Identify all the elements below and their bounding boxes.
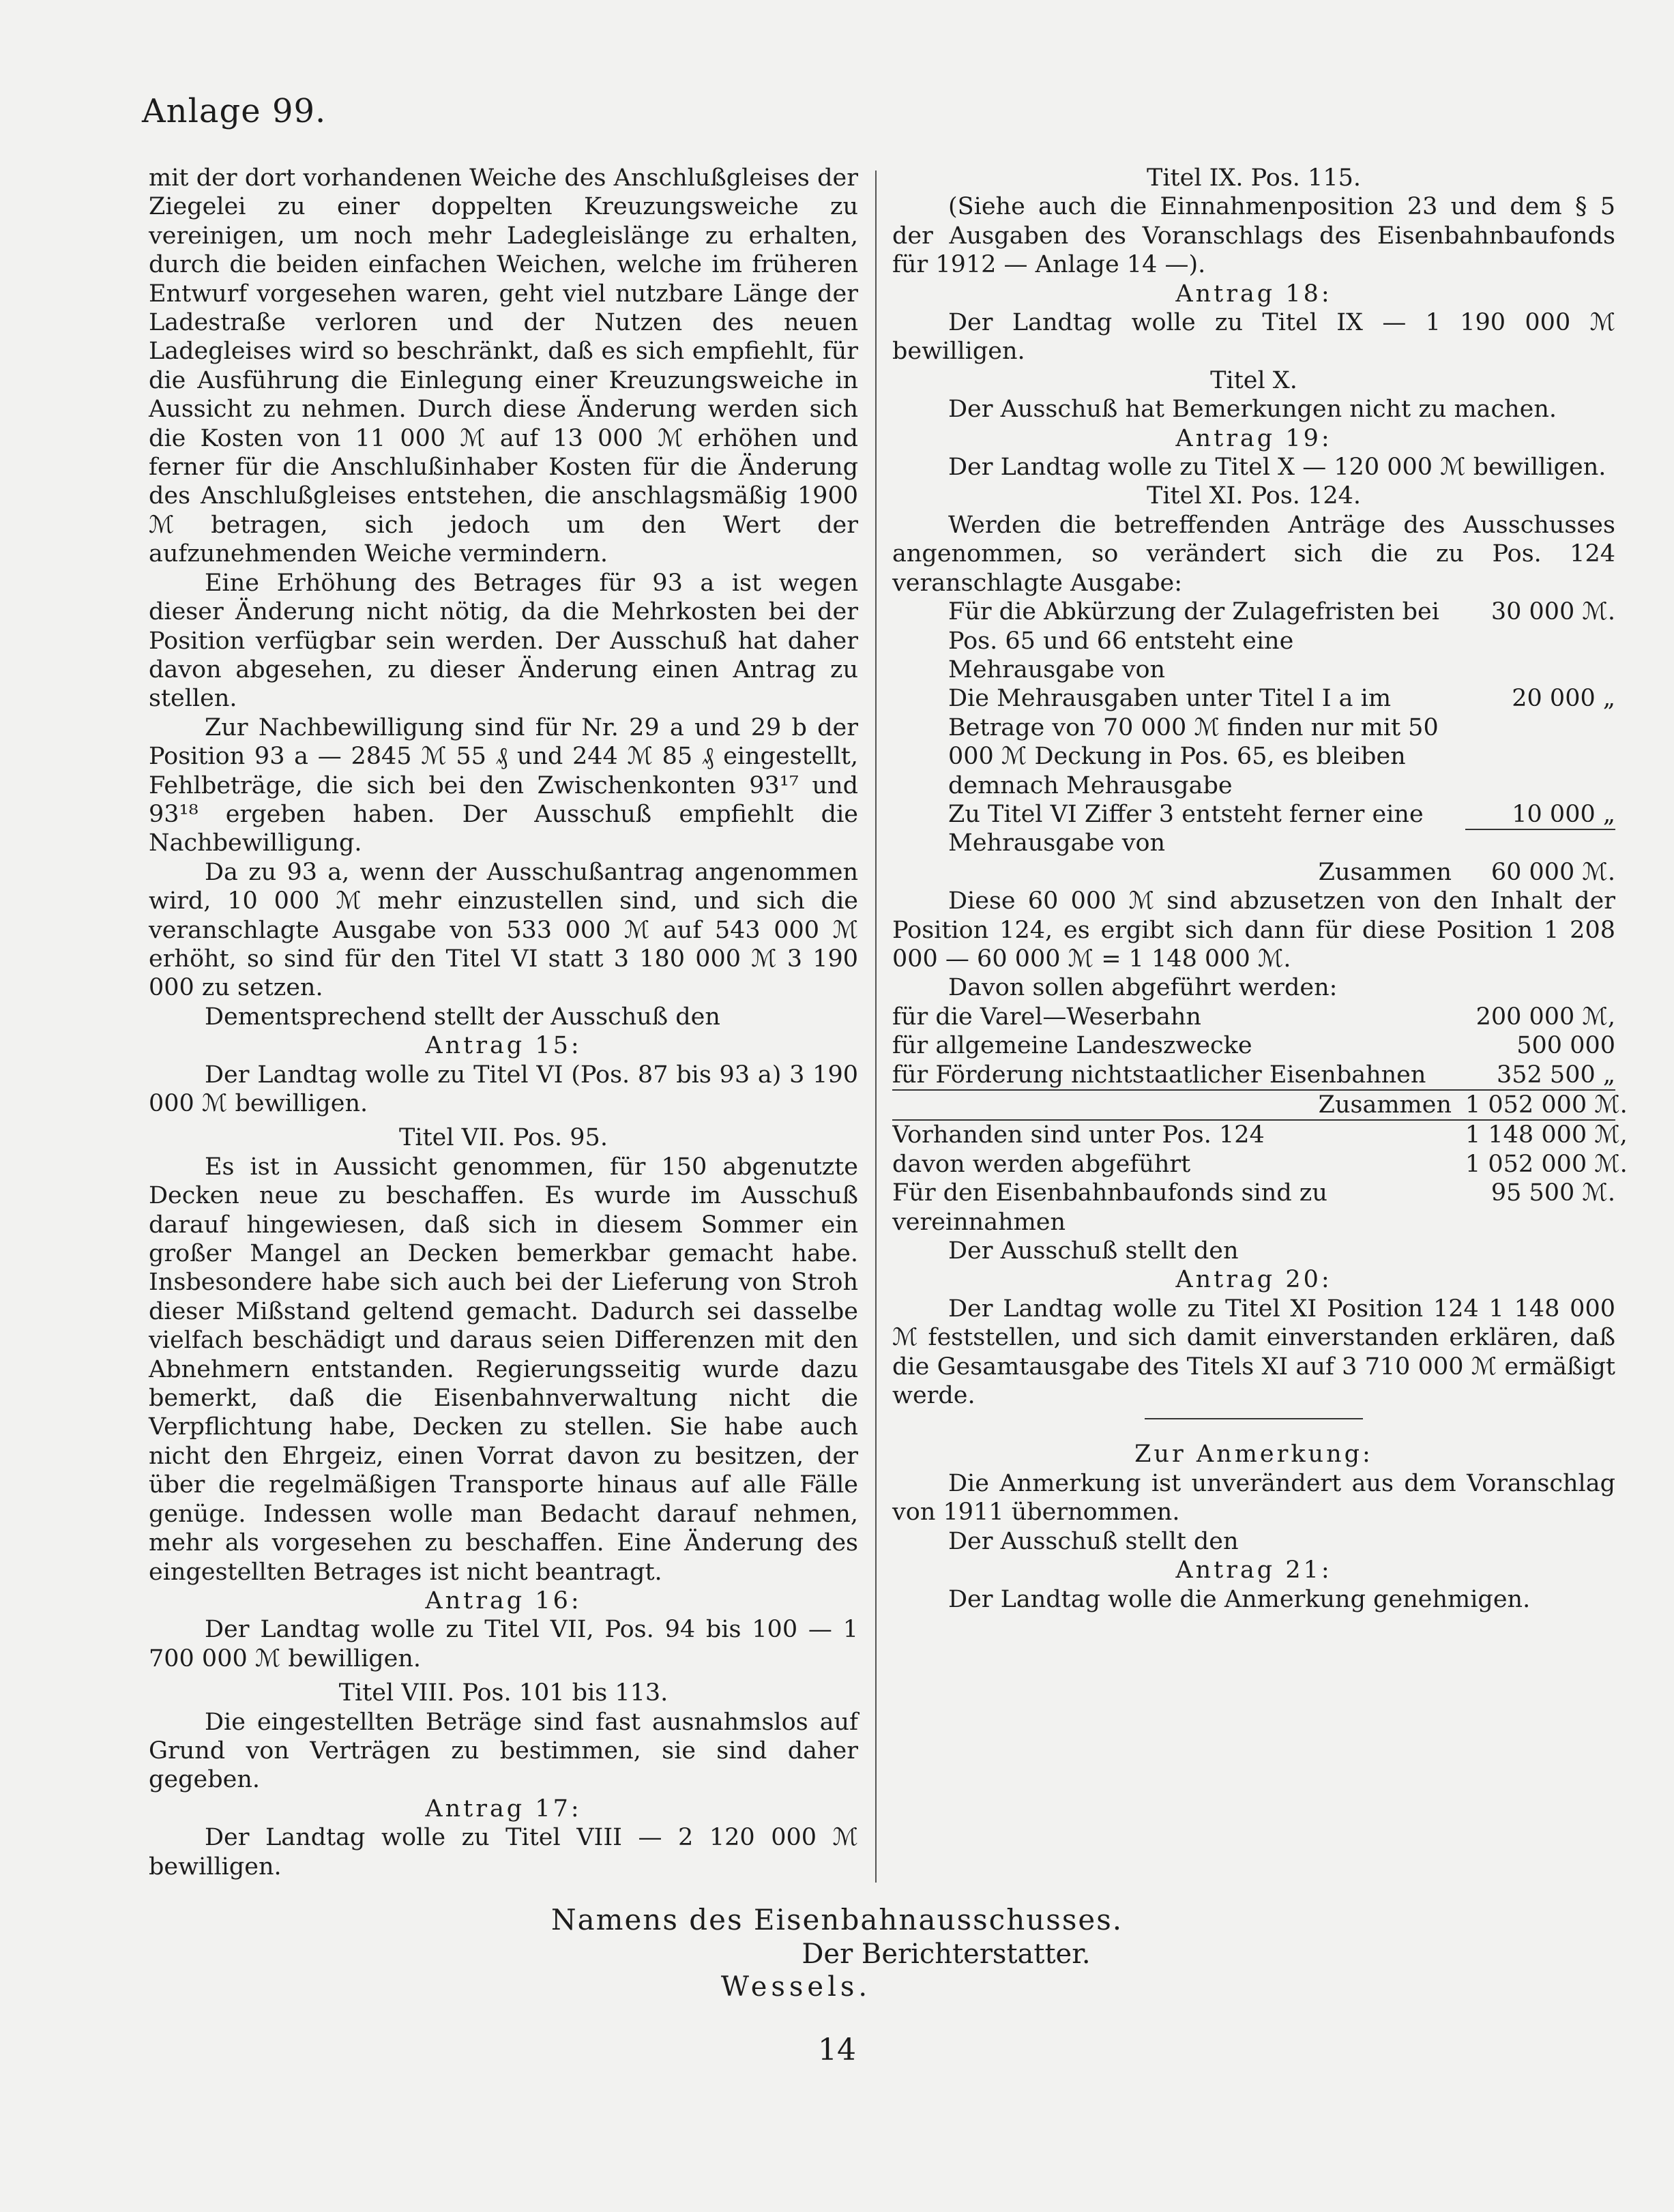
antrag-heading: Antrag 18: xyxy=(1175,280,1332,308)
paragraph: Zur Nachbewilligung sind für Nr. 29 a und 29 b der Position 93 a — 2845 ℳ 55 ₰ und 244 ℳ 85 ₰ eingestellt, Fehlbeträge, die sich bei den Zwischenkonten 93¹⁷ und 93¹⁸ ergeben haben. Der Ausschuß empfiehlt die Nachbewilligung. xyxy=(149,713,858,857)
paragraph: Die Anmerkung ist unverändert aus dem Voranschlag von 1911 übernommen. xyxy=(892,1469,1615,1527)
page-header: Anlage 99. xyxy=(142,92,327,130)
balance-list xyxy=(892,1119,1628,1179)
section-title: Zur Anmerkung: xyxy=(1134,1441,1373,1469)
amount-row xyxy=(892,800,1615,858)
antrag-text: Der Landtag wolle zu Titel VI (Pos. 87 bis 93 a) 3 190 000 ℳ bewilligen. xyxy=(149,1061,858,1117)
antrag-text: Der Landtag wolle die Anmerkung genehmigen. xyxy=(948,1585,1531,1613)
paragraph: Der Ausschuß stellt den xyxy=(948,1237,1239,1265)
left-column xyxy=(149,164,858,1881)
antrag-text: Der Landtag wolle zu Titel IX — 1 190 000 ℳ bewilligen. xyxy=(892,309,1615,366)
amount-value: 30 000 ℳ. xyxy=(1491,598,1615,626)
signature-committee: Namens des Eisenbahnausschusses. xyxy=(550,1903,1124,1936)
list-row xyxy=(892,1061,1615,1089)
amount-label: Zu Titel VI Ziffer 3 entsteht ferner eine Mehrausgabe von xyxy=(948,800,1424,857)
paragraph: Der Ausschuß stellt den xyxy=(948,1527,1239,1555)
paragraph: Davon sollen abgeführt werden: xyxy=(948,974,1338,1002)
amount-value: 95 500 ℳ. xyxy=(1491,1179,1615,1207)
antrag-text: Der Landtag wolle zu Titel VII, Pos. 94 bis 100 — 1 700 000 ℳ bewilligen. xyxy=(149,1616,858,1672)
amount-row xyxy=(892,684,1615,800)
list-row xyxy=(892,1150,1628,1179)
paragraph: Diese 60 000 ℳ sind abzusetzen von den Inhalt der Position 124, es ergibt sich dann für diese Position 1 208 000 — 60 000 ℳ = 1 148 000 ℳ. xyxy=(892,887,1615,973)
paragraph: Werden die betreffenden Anträge des Ausschusses angenommen, so verändert sich die zu Pos. 124 veranschlagte Ausgabe: xyxy=(892,511,1615,597)
page-number: 14 xyxy=(818,2033,856,2067)
list-row-label: für allgemeine Landeszwecke xyxy=(892,1032,1252,1060)
amount-label: Die Mehrausgaben unter Titel I a im Betrage von 70 000 ℳ finden nur mit 50 000 ℳ Deckung in Pos. 65, es bleiben demnach Mehrausgabe xyxy=(948,685,1439,799)
list-row-label: für Förderung nichtstaatlicher Eisenbahnen xyxy=(892,1061,1426,1089)
total-row xyxy=(892,1089,1628,1119)
amount-label: Für den Eisenbahnbaufonds sind zu vereinnahmen xyxy=(892,1179,1327,1236)
list-row-amount: 500 000 xyxy=(1516,1032,1615,1060)
paragraph: (Siehe auch die Einnahmenposition 23 und dem § 5 der Ausgaben des Voranschlags des Eisenbahnbaufonds für 1912 — Anlage 14 —). xyxy=(892,193,1615,279)
signature-name: Wessels. xyxy=(720,1971,872,2003)
antrag-heading: Antrag 15: xyxy=(425,1032,582,1060)
total-value: 60 000 ℳ. xyxy=(1491,858,1615,886)
antrag-text: Der Landtag wolle zu Titel VIII — 2 120 000 ℳ bewilligen. xyxy=(149,1824,858,1881)
signature-role: Der Berichterstatter. xyxy=(802,1938,1091,1970)
amount-value: 10 000 „ xyxy=(1465,800,1615,830)
antrag-heading: Antrag 20: xyxy=(1175,1266,1332,1294)
section-title: Titel X. xyxy=(1210,366,1297,394)
list-row-amount: 1 052 000 ℳ. xyxy=(1465,1150,1628,1178)
list-row-label: davon werden abgeführt xyxy=(892,1150,1191,1178)
paragraph: Dementsprechend stellt der Ausschuß den xyxy=(205,1003,720,1031)
total-row xyxy=(892,858,1615,887)
amount-row xyxy=(892,1179,1615,1237)
amount-row xyxy=(892,598,1615,684)
antrag-heading: Antrag 16: xyxy=(425,1587,582,1614)
list-row-amount: 1 148 000 ℳ, xyxy=(1465,1121,1628,1149)
list-row-amount: 352 500 „ xyxy=(1497,1061,1615,1089)
list-row xyxy=(892,1003,1615,1031)
paragraph: mit der dort vorhandenen Weiche des Anschlußgleises der Ziegelei zu einer doppelten Kreuzungsweiche zu vereinigen, um noch mehr Ladegleislänge zu erhalten, durch die beiden einfachen Weichen, welche im früheren Entwurf vorgesehen waren, geht viel nutzbare Länge der Ladestraße verloren und der Nutzen des neuen Ladegleises wird so beschränkt, daß es sich empfiehlt, für die Ausführung die Einlegung einer Kreuzungsweiche in Aussicht zu nehmen. Durch diese Änderung werden sich die Kosten von 11 000 ℳ auf 13 000 ℳ erhöhen und ferner für die Anschlußinhaber Kosten für die Änderung des Anschlußgleises entstehen, die anschlagsmäßig 1900 ℳ betragen, sich jedoch um den Wert der aufzunehmenden Weiche vermindern. xyxy=(149,164,858,568)
list-row-label: Vorhanden sind unter Pos. 124 xyxy=(892,1121,1265,1149)
amount-label: Für die Abkürzung der Zulagefristen bei Pos. 65 und 66 entsteht eine Mehrausgabe von xyxy=(948,598,1439,683)
allocation-list xyxy=(892,1003,1615,1089)
right-column xyxy=(892,164,1628,1614)
paragraph: Der Ausschuß hat Bemerkungen nicht zu machen. xyxy=(948,396,1557,424)
section-title: Titel IX. Pos. 115. xyxy=(1147,164,1361,192)
list-row xyxy=(892,1121,1628,1149)
column-divider xyxy=(875,171,877,1883)
list-row xyxy=(892,1031,1615,1060)
section-title: Titel XI. Pos. 124. xyxy=(1147,482,1361,510)
paragraph: Die eingestellten Beträge sind fast ausnahmslos auf Grund von Verträgen zu bestimmen, sie sind daher gegeben. xyxy=(149,1708,858,1794)
total-label: Zusammen xyxy=(1318,858,1452,886)
total-value: 1 052 000 ℳ. xyxy=(1465,1091,1628,1119)
section-title: Titel VIII. Pos. 101 bis 113. xyxy=(338,1679,669,1707)
total-label: Zusammen xyxy=(1318,1091,1452,1119)
paragraph: Eine Erhöhung des Betrages für 93 a ist wegen dieser Änderung nicht nötig, da die Mehrkosten bei der Position verfügbar sein werden. Der Ausschuß hat daher davon abgesehen, zu dieser Änderung einen Antrag zu stellen. xyxy=(149,569,858,713)
amount-value: 20 000 „ xyxy=(1512,685,1615,713)
paragraph: Es ist in Aussicht genommen, für 150 abgenutzte Decken neue zu beschaffen. Es wurde im Ausschuß darauf hingewiesen, daß sich in diesem Sommer ein großer Mangel an Decken bemerkbar gemacht habe. Insbesondere habe sich auch bei der Lieferung von Stroh dieser Mißstand geltend gemacht. Dadurch sei dasselbe vielfach beschädigt und daraus seien Differenzen mit den Abnehmern entstanden. Regierungsseitig wurde dazu bemerkt, daß die Eisenbahnverwaltung nicht die Verpflichtung habe, Decken zu stellen. Sie habe auch nicht den Ehrgeiz, einen Vorrat davon zu besitzen, der über die regelmäßigen Transporte hinaus auf alle Fälle genüge. Indessen wolle man Bedacht darauf nehmen, mehr als vorgesehen zu beschaffen. Eine Änderung des eingestellten Betrages ist nicht beantragt. xyxy=(149,1153,858,1586)
list-row-amount: 200 000 ℳ, xyxy=(1475,1003,1615,1031)
antrag-text: Der Landtag wolle zu Titel X — 120 000 ℳ bewilligen. xyxy=(948,454,1606,482)
list-row-label: für die Varel—Weserbahn xyxy=(892,1003,1201,1031)
antrag-heading: Antrag 19: xyxy=(1175,424,1332,452)
antrag-heading: Antrag 21: xyxy=(1175,1557,1332,1584)
antrag-text: Der Landtag wolle zu Titel XI Position 124 1 148 000 ℳ feststellen, und sich damit einverstanden erklären, daß die Gesamtausgabe des Titels XI auf 3 710 000 ℳ ermäßigt werde. xyxy=(892,1295,1615,1410)
section-title: Titel VII. Pos. 95. xyxy=(399,1124,608,1152)
antrag-heading: Antrag 17: xyxy=(425,1795,582,1823)
separator-line xyxy=(1145,1418,1363,1440)
paragraph: Da zu 93 a, wenn der Ausschußantrag angenommen wird, 10 000 ℳ mehr einzustellen sind, und sich die veranschlagte Ausgabe von 533 000 ℳ auf 543 000 ℳ erhöht, so sind für den Titel VI statt 3 180 000 ℳ 3 190 000 zu setzen. xyxy=(149,858,858,1002)
